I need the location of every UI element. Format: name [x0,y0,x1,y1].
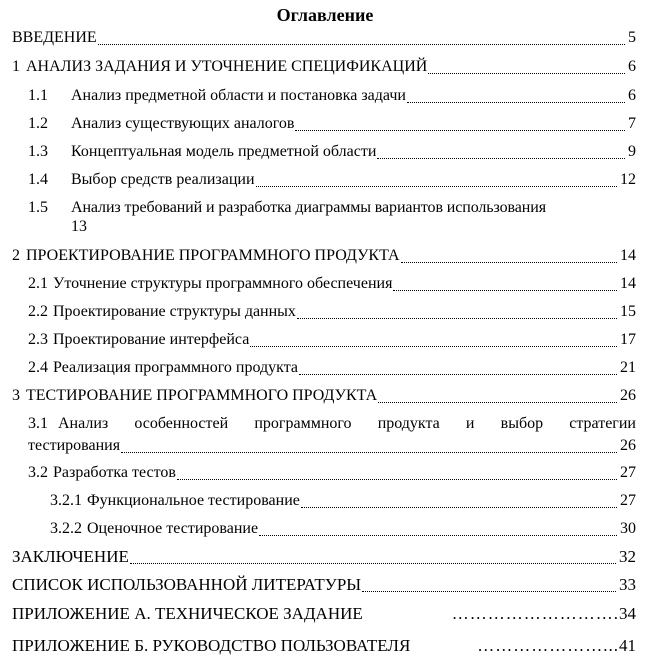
dot-leader [301,506,617,508]
toc-entry-page: 5 [628,29,636,46]
toc-entry-page: 32 [619,547,636,566]
toc-entry-introduction[interactable] [12,28,636,48]
toc-entry-number: 2.2 [28,303,48,320]
dot-leader [250,345,617,347]
toc-entry-number: 3.1 [28,415,48,432]
toc-entry-label: ВВЕДЕНИЕ [12,29,97,46]
toc-entry-1-5[interactable] [28,198,636,218]
toc-entry-page: 41 [619,636,636,655]
toc-entry-3-2-1[interactable] [50,491,636,511]
toc-entry-1-5-page: 13 [71,218,87,235]
toc-entry-number: 1.1 [28,87,48,104]
toc-entry-page: 15 [620,303,636,320]
dot-leader [378,401,617,403]
toc-entry-1-4[interactable] [28,170,636,190]
dot-leader [299,373,617,375]
toc-entry-page: 9 [628,143,636,160]
toc-entry-page: 30 [620,520,636,537]
dot-leader [377,157,625,159]
toc-entry-label: ПРОЕКТИРОВАНИЕ ПРОГРАММНОГО ПРОДУКТА [26,247,400,264]
toc-entry-page: 14 [620,247,636,264]
toc-entry-references[interactable] [12,575,636,595]
toc-entry-page: 27 [620,464,636,481]
dot-leader [362,590,616,592]
toc-entry-label: Проектирование интерфейса [53,331,250,348]
dot-leader: ………………………. [451,604,619,623]
toc-entry-page: 34 [619,604,636,623]
toc-entry-label: Уточнение структуры программного обеспечения [53,275,393,292]
toc-entry-number: 2.4 [28,359,48,376]
toc-entry-label: Анализ предметной области и постановка задачи [71,87,406,104]
dot-leader [98,43,625,45]
toc-entry-label: ЗАКЛЮЧЕНИЕ [12,547,129,566]
toc-entry-label: Концептуальная модель предметной области [71,143,377,160]
toc-entry-label: ПРИЛОЖЕНИЕ Б. РУКОВОДСТВО ПОЛЬЗОВАТЕЛЯ [12,636,411,655]
toc-entry-label: Анализ требований и разработка диаграммы вариантов использования [71,199,546,216]
toc-entry-label: Проектирование структуры данных [53,303,296,320]
toc-entry-number: 3 [12,387,20,404]
toc-entry-3-2-2[interactable] [50,519,636,539]
dot-leader: …………………... [477,636,619,655]
toc-title: Оглавление [276,5,374,25]
dot-leader [297,317,617,319]
dot-leader [177,478,617,480]
toc-entry-2-3[interactable] [28,330,636,350]
toc-entry-label-cont: тестирования [28,437,121,454]
toc-entry-label: СПИСОК ИСПОЛЬЗОВАННОЙ ЛИТЕРАТУРЫ [12,575,362,594]
toc-entry-label: ПРИЛОЖЕНИЕ А. ТЕХНИЧЕСКОЕ ЗАДАНИЕ [12,604,363,623]
toc-entry-2-4[interactable] [28,358,636,378]
toc-entry-3-2[interactable] [28,463,636,483]
toc-entry-page: 17 [620,331,636,348]
toc-entry-label: Реализация программного продукта [53,359,298,376]
toc-entry-number: 3.2 [28,464,48,481]
toc-entry-page: 6 [628,58,636,75]
dot-leader [428,72,625,74]
toc-entry-number: 2.3 [28,331,48,348]
toc-entry-number: 2 [12,247,20,264]
dot-leader [407,101,625,103]
toc-entry-label: Анализ особенностей программного продукта и выбор стратегии [58,415,636,432]
toc-entry-3[interactable] [12,386,636,406]
toc-entry-2-2[interactable] [28,302,636,322]
toc-entry-page: 27 [620,492,636,509]
toc-entry-number: 1.5 [28,199,48,216]
toc-entry-number: 1.2 [28,115,48,132]
toc-entry-page: 14 [620,275,636,292]
toc-entry-number: 3.2.1 [50,492,82,509]
toc-entry-page: 21 [620,359,636,376]
toc-entry-1-1[interactable] [28,86,636,106]
toc-entry-1-3[interactable] [28,142,636,162]
toc-entry-number: 1 [12,58,20,75]
toc-entry-number: 1.3 [28,143,48,160]
dot-leader [295,129,625,131]
toc-entry-appendix-b[interactable] [12,636,636,656]
toc-entry-label: Оценочное тестирование [87,520,259,537]
toc-entry-number: 1.4 [28,171,48,188]
toc-entry-page: 7 [628,115,636,132]
toc-entry-page: 33 [619,575,636,594]
dot-leader [259,534,617,536]
toc-entry-1-2[interactable] [28,114,636,134]
toc-entry-label: ТЕСТИРОВАНИЕ ПРОГРАММНОГО ПРОДУКТА [26,387,378,404]
toc-entry-number: 3.2.2 [50,520,82,537]
toc-entry-label: Функциональное тестирование [87,492,300,509]
toc-entry-label: Выбор средств реализации [71,171,255,188]
dot-leader [401,261,617,263]
toc-entry-label: Анализ существующих аналогов [71,115,295,132]
toc-entry-page: 12 [620,171,636,188]
toc-entry-1[interactable] [12,57,636,77]
toc-entry-appendix-a[interactable] [12,604,636,624]
toc-entry-page: 26 [620,387,636,404]
toc-entry-number: 2.1 [28,275,48,292]
toc-entry-2-1[interactable] [28,274,636,294]
toc-entry-page: 26 [620,437,636,454]
toc-entry-2[interactable] [12,246,636,266]
dot-leader [121,451,617,453]
dot-leader [256,185,617,187]
toc-entry-label: Разработка тестов [53,464,176,481]
dot-leader [393,289,617,291]
toc-entry-page: 6 [628,87,636,104]
toc-entry-conclusion[interactable] [12,547,636,567]
toc-entry-3-1[interactable] [28,414,636,434]
toc-entry-label: АНАЛИЗ ЗАДАНИЯ И УТОЧНЕНИЕ СПЕЦИФИКАЦИЙ [26,58,428,75]
toc-entry-3-1-cont[interactable] [28,436,636,456]
dot-leader [130,562,616,564]
